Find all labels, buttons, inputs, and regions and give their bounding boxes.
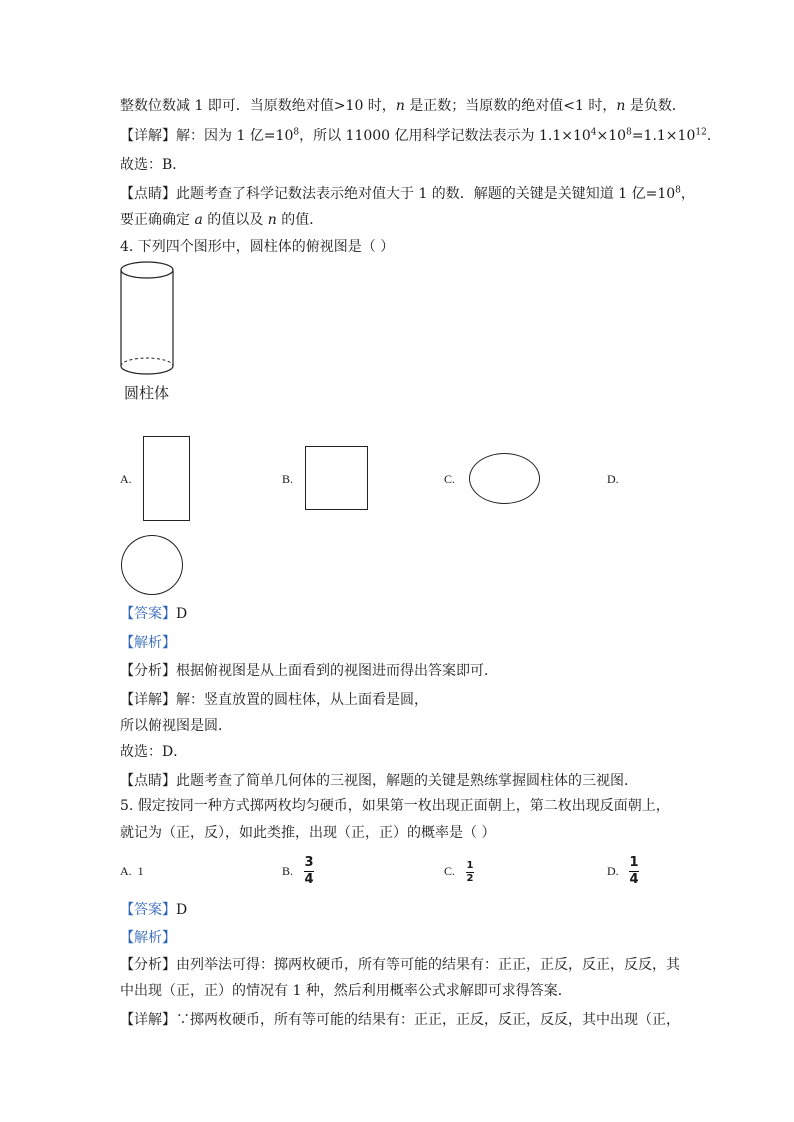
var-n: n [267, 212, 277, 228]
text-line: 故选：D． [120, 744, 188, 760]
q5-option-d-fraction [629, 856, 639, 887]
exponent: 12 [695, 127, 707, 138]
text-span: 是负数． [625, 98, 686, 114]
denominator: 4 [304, 872, 314, 887]
text-span: 是正数；当原数的绝对值<1 时， [404, 98, 617, 114]
text-line [120, 126, 721, 146]
text-line: 所以俯视图是圆． [120, 718, 232, 734]
option-d-circle [121, 535, 183, 595]
cylinder-figure [118, 260, 176, 378]
q5-option-b-label: B. [282, 864, 294, 878]
option-b-label: B. [282, 472, 294, 486]
text-span: 此题考查了科学记数法表示绝对值大于 1 的数．解题的关键是关键知道 1 亿=10 [176, 186, 676, 202]
text-line: 故选：B． [120, 157, 187, 173]
var-n: n [616, 98, 626, 114]
option-value: 1 [137, 864, 144, 878]
text-span: 解：竖直放置的圆柱体，从上面看是圆， [176, 692, 428, 708]
numerator: 1 [629, 855, 639, 870]
exponent: 8 [293, 127, 300, 138]
analysis-tag: 【解析】 [120, 930, 176, 946]
answer-line [120, 604, 187, 624]
answer-tag: 【答案】 [120, 902, 176, 918]
text-line [120, 661, 498, 681]
exponent: 8 [675, 185, 681, 196]
option-b-square [305, 446, 368, 510]
question-5-stem-line2: 就记为（正，反），如此类推，出现（正，正）的概率是（ ） [120, 825, 496, 841]
text-span: ． [706, 128, 721, 144]
option-label: A. [120, 864, 132, 878]
q5-option-c-fraction [466, 861, 474, 884]
answer-value: D [176, 606, 188, 622]
var-a: a [194, 212, 203, 228]
section-tag: 【分析】 [120, 663, 176, 679]
option-a-label: A. [120, 472, 132, 486]
section-tag: 【详解】 [120, 1012, 176, 1028]
cylinder-label: 圆柱体 [124, 384, 170, 402]
q5-option-d-label: D. [607, 864, 619, 878]
text-span: =1.1×10 [631, 128, 696, 144]
cylinder-top [121, 262, 173, 278]
numerator: 3 [304, 855, 314, 870]
section-tag: 【点睛】 [120, 186, 176, 202]
analysis-tag: 【解析】 [120, 635, 176, 651]
section-tag: 【点睛】 [120, 773, 176, 789]
answer-value: D [176, 902, 188, 918]
text-span: 根据俯视图是从上面看到的视图进而得出答案即可． [176, 663, 498, 679]
text-line [120, 96, 686, 116]
text-span: 整数位数减 1 即可．当原数绝对值>10 时， [120, 98, 396, 114]
cylinder-bottom-front [121, 366, 173, 374]
q5-option-b-fraction [304, 856, 314, 887]
exponent: 4 [590, 127, 597, 138]
text-span: ×10 [596, 128, 627, 144]
text-line [120, 955, 680, 975]
section-tag: 【详解】 [120, 692, 176, 708]
denominator: 4 [629, 872, 639, 887]
option-d-label: D. [607, 472, 619, 486]
question-4-stem: 4. 下列四个图形中，圆柱体的俯视图是（ ） [120, 239, 395, 255]
cylinder-bottom-hidden [121, 358, 173, 366]
text-line [120, 690, 428, 710]
text-line [120, 1010, 680, 1030]
text-span: 此题考查了简单几何体的三视图，解题的关键是熟练掌握圆柱体的三视图． [176, 773, 638, 789]
section-tag: 【分析】 [120, 957, 176, 973]
var-n: n [395, 98, 405, 114]
text-line [120, 210, 323, 230]
q5-option-a [120, 864, 144, 879]
option-c-label: C. [444, 472, 456, 486]
text-span: 要正确确定 [120, 212, 195, 228]
text-span: ， [680, 186, 695, 202]
q5-option-c-label: C. [444, 864, 456, 878]
denominator: 2 [466, 873, 474, 884]
text-line [120, 771, 638, 791]
exponent: 8 [626, 127, 632, 138]
text-span: 的值以及 [202, 212, 268, 228]
option-a-rectangle [143, 436, 190, 521]
text-span: 由列举法可得：掷两枚硬币，所有等可能的结果有：正正，正反，反正，反反，其 [176, 957, 680, 973]
text-line: 中出现（正，正）的情况有 1 种，然后利用概率公式求解即可求得答案． [120, 983, 572, 999]
text-line [120, 184, 695, 204]
text-span: ∵掷两枚硬币，所有等可能的结果有：正正，正反，反正，反反，其中出现（正， [176, 1012, 680, 1028]
question-5-stem-line1: 5. 假定按同一种方式掷两枚均匀硬币，如果第一枚出现正面朝上，第二枚出现反面朝上， [120, 798, 670, 814]
text-span: ，所以 11000 亿用科学记数法表示为 1.1×10 [299, 128, 591, 144]
numerator: 1 [466, 860, 474, 871]
section-tag: 【详解】 [120, 128, 176, 144]
answer-tag: 【答案】 [120, 606, 176, 622]
option-c-ellipse [469, 453, 540, 504]
answer-line [120, 900, 187, 920]
text-span: 解：因为 1 亿=10 [176, 128, 294, 144]
text-span: 的值． [276, 212, 324, 228]
